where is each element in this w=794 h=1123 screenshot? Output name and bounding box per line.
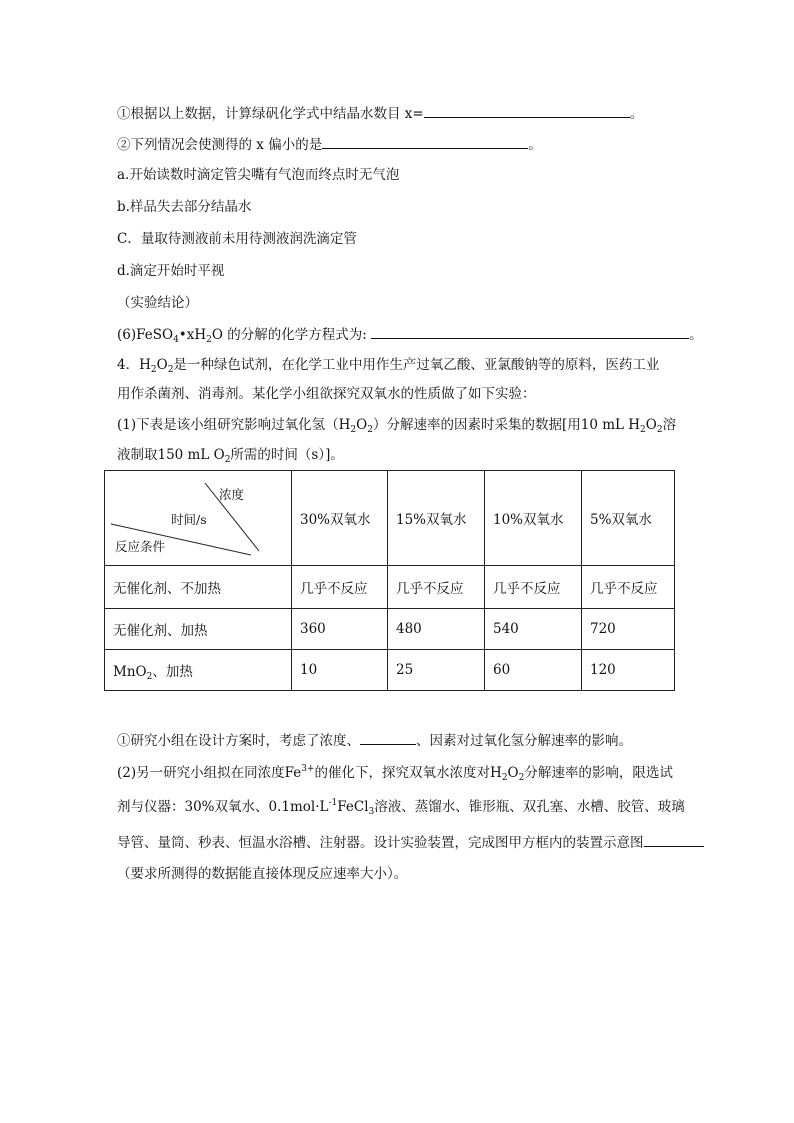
row-label: 无催化剂、加热 (105, 609, 292, 650)
research-question-2-line3: 导管、量筒、秒表、恒温水浴槽、注射器。设计实验装置，完成图甲方框内的装置示意图 (117, 833, 704, 852)
research-question-1: ①研究小组在设计方案时，考虑了浓度、 、因素对过氧化氢分解速率的影响。 (117, 733, 632, 749)
option-b: b.样品失去部分结晶水 (117, 199, 252, 215)
table-row (105, 650, 675, 691)
answer-blank-factor[interactable] (360, 731, 416, 745)
row-label: MnO$_2$、加热 (105, 650, 292, 691)
question-x-calc: ①根据以上数据，计算绿矾化学式中结晶水数目 x= 。 (117, 106, 644, 122)
research-question-2-line2: 剂与仪器：30%双氧水、$0.1mol\cdot L^{-1}FeCl_3$溶液、蒸馏水、锥形瓶、双孔塞、水槽、胶管、玻璃 (117, 798, 685, 817)
option-d: d.滴定开始时平视 (117, 263, 225, 279)
table-row (105, 566, 675, 609)
col-header-10: 10%双氧水 (485, 471, 582, 566)
paragraph-4-line2: 用作杀菌剂、消毒剂。某化学小组欲探究双氧水的性质做了如下实验： (117, 386, 536, 402)
option-c: C．量取待测液前未用待测液润洗滴定管 (117, 231, 357, 247)
table-row (105, 609, 675, 650)
table-cell: 10 (292, 650, 388, 691)
table-cell: 60 (485, 650, 582, 691)
table-header-row (105, 471, 675, 566)
option-a: a.开始读数时滴定管尖嘴有气泡而终点时无气泡 (117, 167, 400, 183)
table-cell: 几乎不反应 (485, 566, 582, 609)
table-cell: 几乎不反应 (292, 566, 388, 609)
table-cell: 几乎不反应 (388, 566, 485, 609)
diagonal-header-cell (105, 471, 292, 566)
rate-table (104, 470, 675, 691)
research-question-2-line4: （要求所测得的数据能直接体现反应速率大小）。 (117, 866, 408, 882)
question-x-low: ②下列情况会使测得的 x 偏小的是 。 (117, 137, 542, 153)
header-concentration: 浓度 (219, 487, 245, 502)
header-condition: 反应条件 (115, 539, 166, 554)
table-intro-line2: 液制取150 mL $O_2$所需的时间（s）]。 (117, 447, 344, 465)
table-cell: 720 (582, 609, 675, 650)
table-cell: 480 (388, 609, 485, 650)
answer-blank-x[interactable] (424, 104, 630, 118)
col-header-5: 5%双氧水 (582, 471, 675, 566)
conclusion-heading: （实验结论） (117, 295, 198, 311)
table-cell: 25 (388, 650, 485, 691)
header-time: 时间/s (171, 512, 207, 527)
col-header-15: 15%双氧水 (388, 471, 485, 566)
paragraph-4-line1: 4．$H_2O_2$是一种绿色试剂，在化学工业中用作生产过氧乙酸、亚氯酸钠等的原料，医药工业 (117, 357, 660, 375)
table-cell: 几乎不反应 (582, 566, 675, 609)
table-intro-line1: (1)下表是该小组研究影响过氧化氢$(H_2O_2)$分解速率的因素时采集的数据[用10 mL $H_2O_2$溶 (117, 417, 677, 435)
question-equation: $(6)FeSO_4•xH_2O$ 的分解的化学方程式为: 。 (117, 327, 703, 345)
table-cell: 360 (292, 609, 388, 650)
col-header-30: 30%双氧水 (292, 471, 388, 566)
table-cell: 120 (582, 650, 675, 691)
answer-blank-equation[interactable] (371, 325, 689, 339)
answer-blank-x-low[interactable] (322, 135, 528, 149)
table-cell: 540 (485, 609, 582, 650)
research-question-2-line1: (2)另一研究小组拟在同浓度$Fe^{3+}$的催化下，探究双氧水浓度对$H_2O_2$分解速率的影响，限选试 (117, 764, 673, 783)
row-label: 无催化剂、不加热 (105, 566, 292, 609)
answer-blank-diagram[interactable] (644, 833, 704, 847)
